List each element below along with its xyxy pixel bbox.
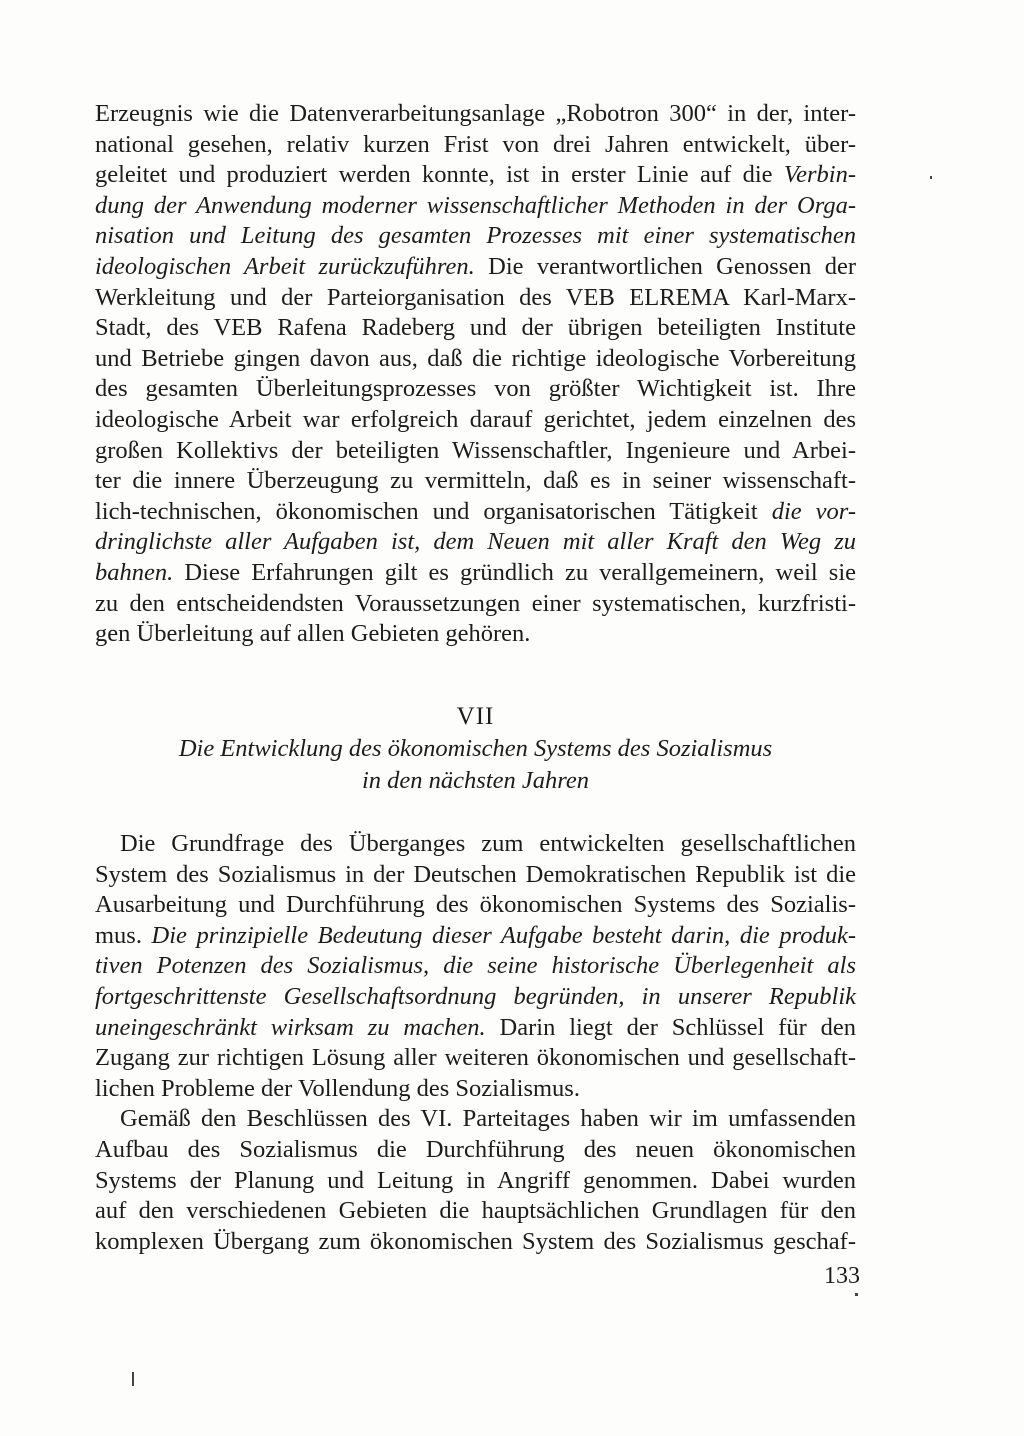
body-text-section-1 [95, 99, 856, 650]
text-line [95, 313, 856, 344]
text-run: Werkleitung und der Parteiorganisation des VEB ELREMA Karl-Marx- [95, 283, 856, 311]
text-run: gen Überleitung auf allen Gebieten gehören. [95, 620, 531, 648]
emphasis-text: Verbin- [783, 161, 856, 189]
text-line [95, 160, 856, 191]
text-run: des gesamten Überleitungsprozesses von größter Wichtigkeit ist. Ihre [95, 375, 856, 403]
text-run: komplexen Übergang zum ökonomischen System des Sozialismus geschaf- [95, 1227, 856, 1255]
emphasis-text: die vor- [771, 497, 856, 525]
emphasis-text: dringlichste aller Aufgaben ist, dem Neuen mit aller Kraft den Weg zu [95, 528, 856, 556]
text-line [95, 527, 856, 558]
emphasis-text: uneingeschränkt wirksam zu machen. [95, 1013, 486, 1041]
text-run: ter die innere Überzeugung zu vermitteln, daß es in seiner wissenschaft- [95, 467, 856, 495]
text-line [95, 589, 856, 620]
text-line [95, 619, 856, 650]
text-line [95, 191, 856, 222]
text-run: Diese Erfahrungen gilt es gründlich zu verallgemeinern, weil sie [173, 558, 856, 586]
text-line [95, 1196, 856, 1227]
text-line [95, 829, 856, 860]
text-run: national gesehen, relativ kurzen Frist von drei Jahren entwickelt, über- [95, 130, 856, 158]
text-line [95, 1013, 856, 1044]
text-run: System des Sozialismus in der Deutschen Demokratischen Republik ist die [95, 860, 856, 888]
text-line [95, 374, 856, 405]
text-run: Ausarbeitung und Durchführung des ökonomischen Systems des Sozialis- [95, 891, 856, 919]
text-line [95, 1227, 856, 1258]
text-run: auf den verschiedenen Gebieten die hauptsächlichen Grundlagen für den [95, 1197, 856, 1225]
text-run: Systems der Planung und Leitung in Angriff genommen. Dabei wurden [95, 1166, 856, 1194]
text-run: Aufbau des Sozialismus die Durchführung des neuen ökonomischen [95, 1135, 856, 1163]
chapter-title [95, 733, 856, 797]
text-run: Gemäß den Beschlüssen des VI. Parteitages haben wir im umfassenden [120, 1105, 856, 1133]
text-run: und Betriebe gingen davon aus, daß die richtige ideologische Vorbereitung [95, 344, 856, 372]
emphasis-text: tiven Potenzen des Sozialismus, die seine historische Überlegenheit als [95, 952, 856, 980]
text-run: ideologische Arbeit war erfolgreich darauf gerichtet, jedem einzelnen des [95, 405, 856, 433]
text-line [95, 436, 856, 467]
text-line [95, 951, 856, 982]
emphasis-text: ideologischen Arbeit zurückzuführen. [95, 252, 475, 280]
text-line [95, 497, 856, 528]
text-run: zu den entscheidendsten Voraussetzungen einer systematischen, kurzfristi- [95, 589, 856, 617]
scan-speck [930, 176, 932, 179]
text-line [95, 130, 856, 161]
text-line [95, 344, 856, 375]
text-line [95, 860, 856, 891]
scan-speck [132, 1372, 134, 1386]
emphasis-text: bahnen. [95, 558, 174, 586]
text-line [95, 1135, 856, 1166]
emphasis-text: nisation und Leitung des gesamten Prozesses mit einer systematischen [95, 222, 856, 250]
emphasis-text: Die prinzipielle Bedeutung dieser Aufgabe besteht darin, die produk- [151, 921, 857, 949]
text-line [95, 99, 856, 130]
text-line [95, 558, 856, 589]
text-line [95, 1043, 856, 1074]
text-run: geleitet und produziert werden konnte, ist in erster Linie auf die [95, 161, 784, 189]
text-line [95, 405, 856, 436]
text-run: Darin liegt der Schlüssel für den [485, 1013, 856, 1041]
chapter-number: VII [456, 703, 495, 730]
text-run: Die Grundfrage des Überganges zum entwickelten gesellschaftlichen [120, 830, 856, 857]
text-line [95, 221, 856, 252]
chapter-title-line-2: in den nächsten Jahren [361, 767, 590, 794]
text-line [95, 982, 856, 1013]
text-run: Die verantwortlichen Genossen der [474, 252, 856, 280]
text-line [95, 1104, 856, 1135]
chapter-title-line-1: Die Entwicklung des ökonomischen Systems des Sozialismus [178, 735, 773, 762]
text-line [95, 252, 856, 283]
text-line [95, 921, 856, 952]
page-number: 133 [824, 1263, 860, 1289]
text-run: Stadt, des VEB Rafena Radeberg und der übrigen beteiligten Institute [95, 314, 856, 342]
text-line [95, 1166, 856, 1197]
scan-speck [855, 1293, 858, 1296]
text-run: Erzeugnis wie die Datenverarbeitungsanlage „Robotron 300“ in der, inter- [95, 100, 856, 127]
text-run: lich-technischen, ökonomischen und organisatorischen Tätigkeit [95, 497, 772, 525]
text-line [95, 466, 856, 497]
text-run: Zugang zur richtigen Lösung aller weiteren ökonomischen und gesellschaft- [95, 1044, 856, 1072]
text-run: lichen Probleme der Vollendung des Sozialismus. [95, 1074, 580, 1102]
text-run: großen Kollektivs der beteiligten Wissenschaftler, Ingenieure und Arbei- [95, 436, 856, 464]
text-line [95, 283, 856, 314]
text-run: mus. [95, 921, 152, 949]
text-line [95, 1074, 856, 1105]
text-line [95, 890, 856, 921]
emphasis-text: fortgeschrittenste Gesellschaftsordnung begründen, in unserer Republik [95, 982, 856, 1010]
body-text-section-2 [95, 829, 856, 1257]
emphasis-text: dung der Anwendung moderner wissenschaftlicher Methoden in der Orga- [95, 191, 856, 219]
